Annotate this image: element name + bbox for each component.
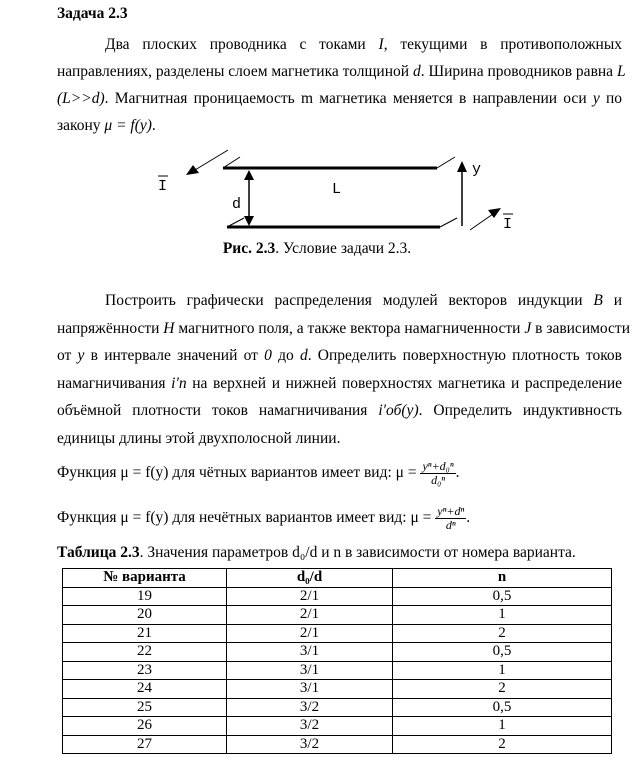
table-cell: 3/1	[227, 643, 393, 662]
text-line	[57, 429, 340, 449]
table-cell: 25	[63, 698, 227, 717]
table-cell: 1	[393, 661, 612, 680]
table-cell: 3/2	[227, 698, 393, 717]
formula-odd-fraction	[435, 505, 466, 532]
math-symbol: μ = f(y)	[104, 117, 152, 134]
math-symbol: H	[163, 319, 175, 337]
text-segment: Построить графически распределения модулей векторов индукции	[105, 292, 594, 309]
text-segment: напряжённости	[57, 319, 164, 337]
table-cell: 1	[393, 606, 612, 625]
perspective-edge	[223, 157, 240, 168]
formula-odd: Функция μ = f(y) для нечётных вариантов имеет вид: μ = $\frac{\text{yⁿ+dⁿ}}{\text{dⁿ}}$ .	[57, 503, 471, 532]
perspective-edge	[440, 218, 457, 227]
text-segment: на верхней и нижней поверхностях магнетика и распределение	[186, 374, 622, 392]
math-symbol: d	[412, 63, 421, 80]
table-row	[63, 606, 612, 625]
text-segment: закону	[57, 117, 105, 134]
numerator: yⁿ+d₀ⁿ	[422, 458, 454, 473]
table-header-row	[63, 569, 612, 588]
table-number: Таблица 2.3	[57, 544, 140, 561]
text-line	[57, 401, 622, 421]
math-symbol: i′п	[171, 374, 187, 392]
current-label-right: I	[503, 216, 513, 233]
task-title: Задача 2.3	[57, 5, 128, 22]
text-segment: намагничивания	[57, 374, 172, 392]
table-caption	[57, 543, 576, 563]
table-cell: 0,5	[393, 587, 612, 606]
text-segment: направлениях, разделены слоем магнетика толщиной	[57, 63, 413, 80]
text-segment: . Определить индуктивность	[418, 402, 622, 420]
table-row	[63, 661, 612, 680]
math-symbol: I	[378, 36, 384, 53]
column-header: № варианта	[63, 569, 227, 588]
arrowhead-icon	[244, 170, 254, 180]
numerator: yⁿ+dⁿ	[437, 503, 465, 518]
caption-text: . Условие задачи 2.3.	[275, 240, 412, 257]
table-caption-text: . Значения параметров d₀/d и n в зависимости от номера варианта.	[139, 544, 576, 561]
arrowhead-icon	[244, 216, 254, 226]
table-cell: 24	[63, 680, 227, 699]
table-row	[63, 680, 612, 699]
table-cell: 2/1	[227, 587, 393, 606]
text-line	[57, 346, 622, 366]
text-segment: по	[599, 90, 623, 107]
math-symbol: 0	[264, 347, 272, 365]
math-symbol: L	[616, 63, 626, 80]
table-row	[63, 587, 612, 606]
table-cell: 19	[63, 587, 227, 606]
perspective-edge	[437, 157, 455, 168]
formula-odd-text: Функция μ = f(y) для нечётных вариантов имеет вид: μ =	[57, 509, 432, 526]
table-cell: 2	[393, 680, 612, 699]
text-segment: магнитного поля, а также вектора намагниченности	[174, 319, 525, 337]
math-symbol: J	[524, 319, 532, 337]
text-line	[57, 319, 630, 339]
text-segment: и	[602, 292, 623, 309]
arrowhead-icon	[186, 165, 199, 175]
current-arrow-right	[470, 214, 493, 230]
figure-caption	[0, 240, 634, 258]
table-cell: 26	[63, 717, 227, 736]
denominator: dⁿ	[445, 517, 456, 532]
table-cell: 2	[393, 624, 612, 643]
formula-even-fraction	[420, 460, 455, 487]
table-cell: 0,5	[393, 698, 612, 717]
text-segment: до	[271, 347, 300, 365]
y-axis-label: y	[472, 161, 482, 178]
parameters-table	[62, 568, 612, 754]
denominator: d₀ⁿ	[431, 472, 446, 487]
math-symbol: y	[77, 347, 85, 365]
text-segment: Два плоских проводника с токами	[105, 36, 379, 53]
math-symbol: (L>>d)	[57, 90, 105, 107]
table-cell: 21	[63, 624, 227, 643]
table-cell: 0,5	[393, 643, 612, 662]
table-cell: 2	[393, 735, 612, 754]
text-segment: . Определить поверхностную плотность токов	[307, 347, 623, 365]
text-segment: единицы длины этой двухполосной линии.	[57, 430, 341, 447]
table-row	[63, 698, 612, 717]
table-cell: 23	[63, 661, 227, 680]
table-cell: 2/1	[227, 606, 393, 625]
text-segment: в зависимости	[531, 319, 631, 337]
table-cell: 3/1	[227, 661, 393, 680]
text-segment: объёмной плотности токов намагничивания	[57, 402, 379, 420]
table-cell: 27	[63, 735, 227, 754]
table-row	[63, 735, 612, 754]
text-segment: в интервале значений от	[84, 347, 265, 365]
text-segment: от	[57, 347, 78, 365]
table-cell: 3/2	[227, 735, 393, 754]
math-symbol: i′об(y)	[378, 402, 419, 420]
width-label: L	[332, 181, 342, 198]
text-segment: . Ширина проводников равна	[420, 63, 617, 80]
column-header: n	[393, 569, 612, 588]
table-row	[63, 643, 612, 662]
table-cell: 1	[393, 717, 612, 736]
table-cell: 3/2	[227, 717, 393, 736]
table-cell: 3/1	[227, 680, 393, 699]
table-cell: 22	[63, 643, 227, 662]
table-row	[63, 624, 612, 643]
formula-even-text: Функция μ = f(y) для чётных вариантов имеет вид: μ =	[57, 464, 417, 481]
math-symbol: y	[592, 90, 600, 107]
arrowhead-icon	[457, 161, 467, 172]
text-segment: , текущими в противоположных	[383, 36, 622, 53]
table-row	[63, 717, 612, 736]
text-segment: . Магнитная проницаемость m магнетика меняется в направлении оси	[104, 90, 593, 107]
text-line	[105, 291, 622, 311]
formula-even: Функция μ = f(y) для чётных вариантов имеет вид: μ = $\frac{\text{yⁿ+d₀ⁿ}}{\text{d₀ⁿ}}$ .	[57, 458, 460, 487]
math-symbol: B	[593, 292, 603, 309]
table-cell: 20	[63, 606, 227, 625]
caption-number: Рис. 2.3	[222, 240, 276, 257]
thickness-label: d	[232, 196, 242, 213]
current-label-left: I	[158, 178, 168, 195]
math-symbol: d	[299, 347, 308, 365]
table-cell: 2/1	[227, 624, 393, 643]
text-line	[57, 374, 622, 394]
text-segment: .	[151, 117, 156, 134]
column-header: d₀/d	[227, 569, 393, 588]
